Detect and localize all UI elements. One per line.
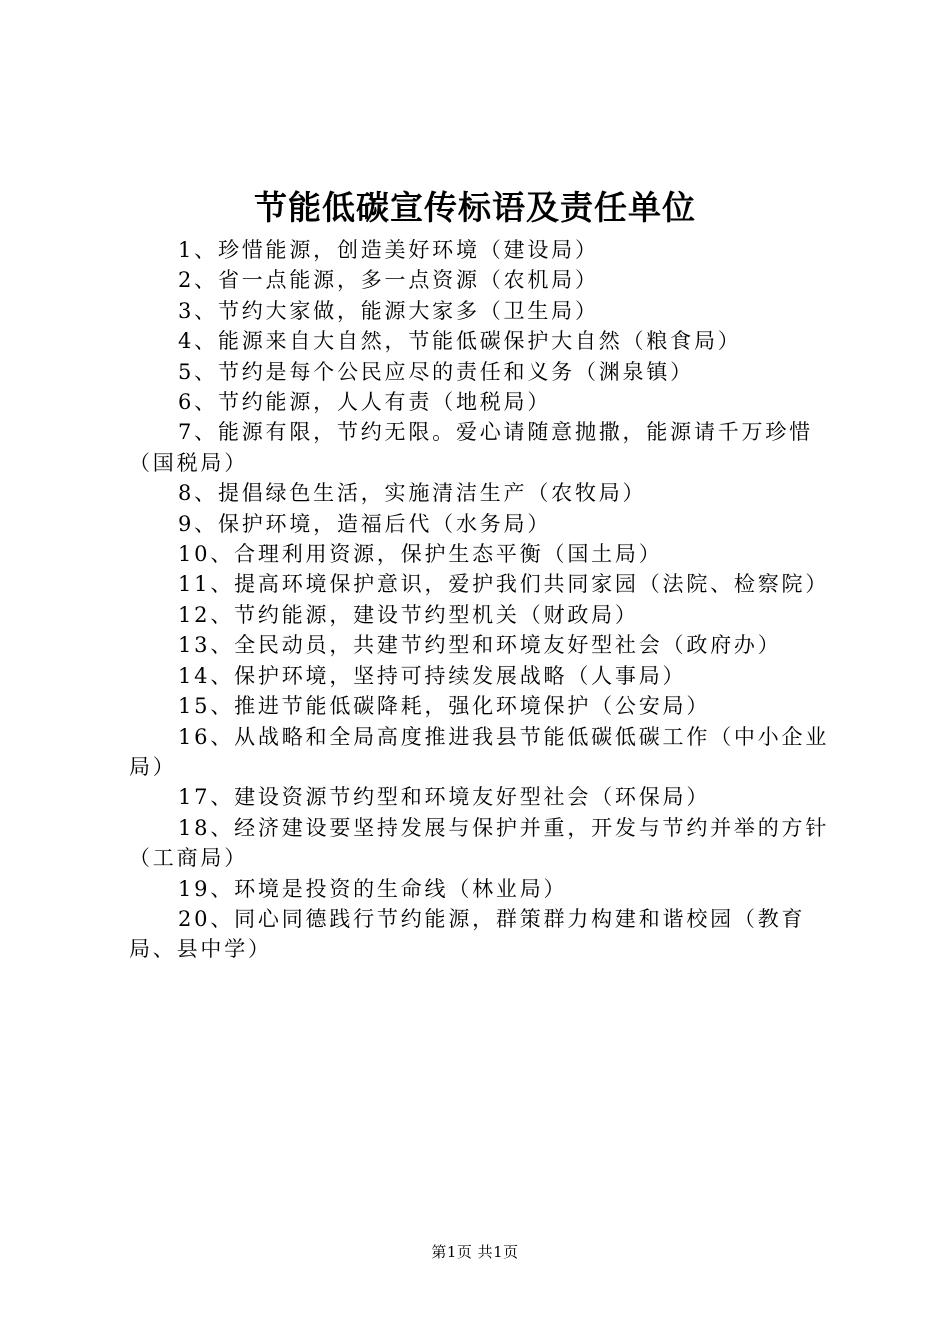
slogan-item: 20、同心同德践行节约能源，群策群力构建和谐校园（教育局、县中学） xyxy=(129,906,806,962)
slogan-item: 5、节约是每个公民应尽的责任和义务（渊泉镇） xyxy=(178,359,694,384)
slogan-item: 12、节约能源，建设节约型机关（财政局） xyxy=(178,602,639,627)
slogan-list xyxy=(129,235,830,965)
slogan-item: 18、经济建设要坚持发展与保护并重，开发与节约并举的方针（工商局） xyxy=(129,815,830,871)
slogan-item: 1、珍惜能源，创造美好环境（建设局） xyxy=(178,238,599,262)
slogan-item: 10、合理利用资源，保护生态平衡（国土局） xyxy=(178,542,663,567)
slogan-item: 13、全民动员，共建节约型和环境友好型社会（政府办） xyxy=(178,633,782,658)
slogan-item: 8、提倡绿色生活，实施清洁生产（农牧局） xyxy=(178,481,647,506)
page-footer: 第1页 共1页 xyxy=(431,1243,519,1261)
slogan-item: 19、环境是投资的生命线（林业局） xyxy=(178,876,568,901)
slogan-item: 4、能源来自大自然，节能低碳保护大自然（粮食局） xyxy=(178,329,742,354)
slogan-item: 15、推进节能低碳降耗，强化环境保护（公安局） xyxy=(178,694,711,719)
slogan-item: 14、保护环境，坚持可持续发展战略（人事局） xyxy=(178,663,687,688)
slogan-item: 9、保护环境，造福后代（水务局） xyxy=(178,511,552,536)
slogan-item: 6、节约能源，人人有责（地税局） xyxy=(178,390,552,415)
slogan-item: 16、从战略和全局高度推进我县节能低碳低碳工作（中小企业局） xyxy=(129,724,830,779)
slogan-item: 7、能源有限，节约无限。爱心请随意抛撒，能源请千万珍惜（国税局） xyxy=(129,420,813,475)
slogan-item: 11、提高环境保护意识，爱护我们共同家园（法院、检察院） xyxy=(178,572,830,597)
slogan-item: 2、省一点能源，多一点资源（农机局） xyxy=(178,268,599,293)
document-title: 节能低碳宣传标语及责任单位 xyxy=(254,188,696,227)
slogan-item: 3、节约大家做，能源大家多（卫生局） xyxy=(178,298,599,323)
slogan-item: 17、建设资源节约型和环境友好型社会（环保局） xyxy=(178,785,711,810)
